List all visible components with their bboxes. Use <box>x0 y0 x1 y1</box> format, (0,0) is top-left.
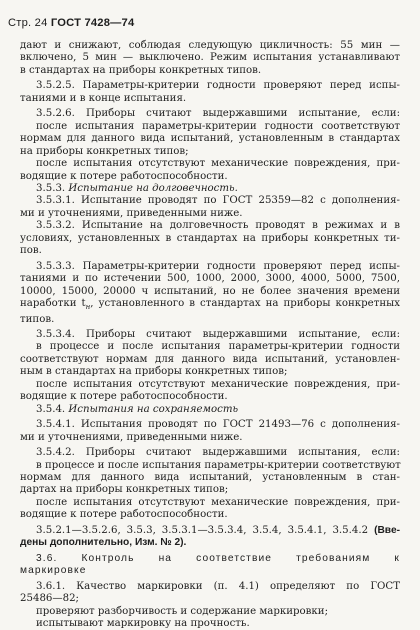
text-line: дартах на приборы конкретных типов; <box>20 484 229 496</box>
text-line: условиях, установленных в стандартах на приборы конкретных ти- <box>20 232 400 244</box>
section-number: 3.5.3. <box>36 182 66 194</box>
section-heading-3-5-4 <box>20 404 400 416</box>
clause-3-5-4-1: 3.5.4.1. Испытания проводят по ГОСТ 21493—76 с дополнения- <box>36 419 400 431</box>
text-line: нормам для данного вида испытаний, установленным в стан- <box>20 471 400 483</box>
text-line: пов. <box>20 245 42 257</box>
text-line: наработки $t_н$, установленного в стандартах на приборы конкретных <box>20 298 400 312</box>
text-line: после испытания отсутствуют механические повреждения, при- <box>36 496 400 508</box>
section-title: Испытание на долговечность. <box>68 182 238 194</box>
text-line: в процессе и после испытания параметры-критерии соответствуют <box>36 459 401 471</box>
clause-3-5-3-1: 3.5.3.1. Испытание проводят по ГОСТ 25359—82 с дополнения- <box>36 195 400 207</box>
clause-3-5-4-2: 3.5.4.2. Приборы считают выдержавшими испытания, если: <box>36 447 400 459</box>
clause-3-5-3-4: 3.5.3.4. Приборы считают выдержавшими испытание, если: <box>36 329 400 340</box>
clause-3-6-1: 3.6.1. Качество маркировки (п. 4.1) определяют по ГОСТ <box>36 580 400 592</box>
text-line: 10000, 15000, 20000 ч испытаний, но не более значения времени <box>20 285 400 297</box>
section-heading-3-6-cont: маркировке <box>20 565 87 577</box>
text-line: таниями и в конце испытания. <box>20 92 187 104</box>
text-line: на приборы конкретных типов; <box>20 145 189 157</box>
text-line: таниями и по истечении 500, 1000, 2000, 3000, 4000, 5000, 7500, <box>20 273 400 285</box>
section-heading-3-6: 3.6. Контроль на соответствие требованиям к <box>36 552 400 564</box>
text-line: после испытания отсутствуют механические повреждения, при- <box>36 158 400 170</box>
section-number: 3.5.4. <box>36 403 66 415</box>
amendment-note: 3.5.2.1—3.5.2.6, 3.5.3, 3.5.3.1—3.5.3.4, 3.5.4, 3.5.4.1, 3.5.4.2 (Вве- <box>36 524 400 536</box>
text-line: ным в стандартах на приборы конкретных типов; <box>20 366 288 378</box>
page-header <box>8 17 134 29</box>
clause-3-5-2-6: 3.5.2.6. Приборы считают выдержавшими испытание, если: <box>36 108 400 120</box>
text-line: ми и уточнениями, приведенными ниже. <box>20 207 243 219</box>
text-line: водящие к потере работоспособности. <box>20 170 228 182</box>
text-line: проверяют разборчивость и содержание маркировки; <box>36 605 329 617</box>
text-line: типов. <box>20 313 55 325</box>
text-line: испытывают маркировку на прочность. <box>36 617 250 629</box>
text-line: после испытания отсутствуют механические повреждения, при- <box>36 378 400 390</box>
text-line: соответствуют нормам для данного вида испытаний, установлен- <box>20 353 400 365</box>
text-line: после испытания параметры-критерии годности соответствуют <box>36 120 400 132</box>
text-line: в процессе и после испытания параметры-критерии годности <box>36 341 400 353</box>
text-line: водящие к потере работоспособности. <box>20 391 228 403</box>
text-line: включено, 5 мин — выключено. Режим испытания устанавливают <box>20 52 400 64</box>
section-heading-3-5-3 <box>20 183 400 195</box>
clause-3-5-3-2: 3.5.3.2. Испытание на долговечность проводят в режимах и в <box>36 220 400 232</box>
page-number: Стр. 24 <box>8 17 48 29</box>
clause-3-5-3-3: 3.5.3.3. Параметры-критерии годности проверяют перед испы- <box>36 260 400 272</box>
document-body <box>20 40 400 630</box>
text-line: ми и уточнениями, приведенными ниже. <box>20 431 243 443</box>
section-title: Испытания на сохраняемость <box>68 403 239 415</box>
text-line: в стандартах на приборы конкретных типов. <box>20 64 262 76</box>
text-line: дают и снижают, соблюдая следующую цикличность: 55 мин — <box>20 40 400 51</box>
clause-3-5-2-5: 3.5.2.5. Параметры-критерии годности проверяют перед испы- <box>36 80 400 92</box>
standard-number: ГОСТ 7428—74 <box>50 17 135 29</box>
text-line: водящие к потере работоспособности. <box>20 509 228 521</box>
amendment-note-end: дены дополнительно, Изм. № 2). <box>20 537 187 549</box>
text-line: нормам для данного вида испытаний, установленным в стандартах <box>20 133 400 145</box>
text-line: 25486—82; <box>20 593 79 605</box>
